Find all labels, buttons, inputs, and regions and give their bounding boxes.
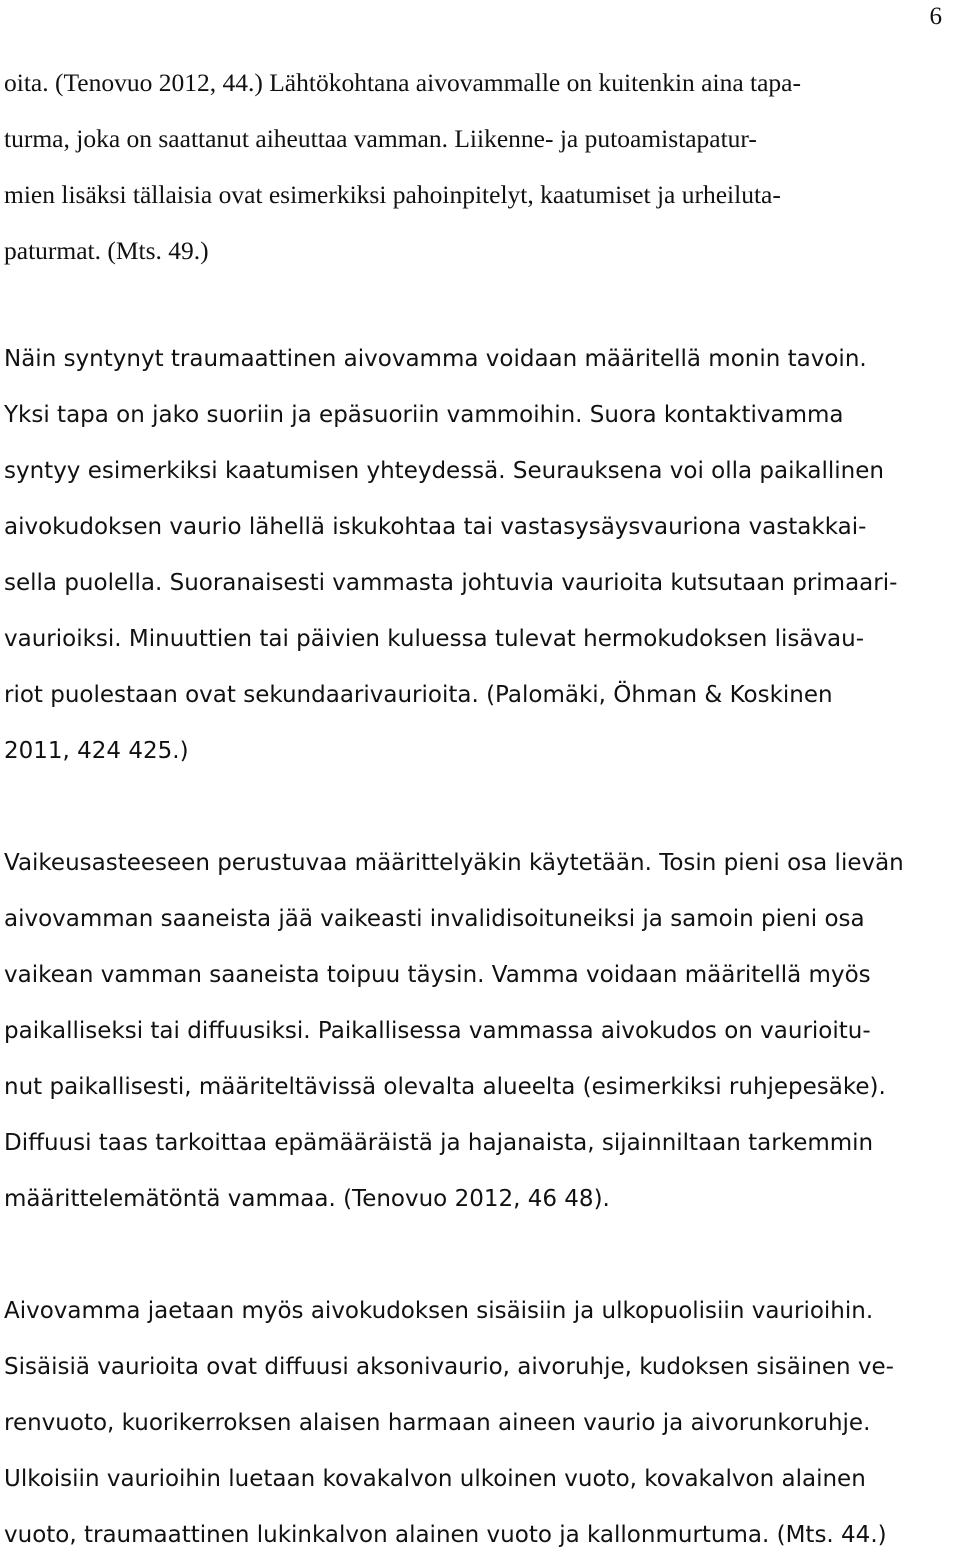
paragraph-4 [4,1283,954,1563]
text-line: aivovamman saaneista jää vaikeasti invalidisoituneiksi ja samoin pieni osa [4,906,865,932]
text-line: turma, joka on saattanut aiheuttaa vamman. Liikenne- ja putoamistapatur- [4,124,757,153]
text-line: 2011, 424 425.) [4,738,189,764]
text-line: vuoto, traumaattinen lukinkalvon alainen vuoto ja kallonmurtuma. (Mts. 44.) [4,1522,887,1548]
text-line: sella puolella. Suoranaisesti vammasta johtuvia vaurioita kutsutaan primaari- [4,570,898,596]
text-line: renvuoto, kuorikerroksen alaisen harmaan aineen vaurio ja aivorunkoruhje. [4,1410,871,1436]
text-line: oita. (Tenovuo 2012, 44.) Lähtökohtana aivovammalle on kuitenkin aina tapa- [4,68,801,97]
text-line: Yksi tapa on jako suoriin ja epäsuoriin vammoihin. Suora kontaktivamma [4,402,844,428]
text-line: mien lisäksi tällaisia ovat esimerkiksi pahoinpitelyt, kaatumiset ja urheiluta- [4,180,781,209]
page-number: 6 [929,3,942,30]
paragraph-3 [4,835,954,1227]
text-line: Vaikeusasteeseen perustuvaa määrittelyäkin käytetään. Tosin pieni osa lievän [4,850,904,876]
text-line: riot puolestaan ovat sekundaarivaurioita. (Palomäki, Öhman & Koskinen [4,682,833,708]
paragraph-2 [4,331,954,779]
text-line: aivokudoksen vaurio lähellä iskukohtaa tai vastasysäysvauriona vastakkai- [4,514,867,540]
paragraph-1 [4,55,954,279]
text-line: vaikean vamman saaneista toipuu täysin. Vamma voidaan määritellä myös [4,962,871,988]
text-line: Aivovamma jaetaan myös aivokudoksen sisäisiin ja ulkopuolisiin vaurioihin. [4,1298,874,1324]
text-line: Sisäisiä vaurioita ovat diffuusi aksonivaurio, aivoruhje, kudoksen sisäinen ve- [4,1354,894,1380]
text-line: syntyy esimerkiksi kaatumisen yhteydessä. Seurauksena voi olla paikallinen [4,458,884,484]
text-line: paikalliseksi tai diffuusiksi. Paikallisessa vammassa aivokudos on vaurioitu- [4,1018,871,1044]
text-line: määrittelemätöntä vammaa. (Tenovuo 2012, 46 48). [4,1186,610,1212]
text-line: Ulkoisiin vaurioihin luetaan kovakalvon ulkoinen vuoto, kovakalvon alainen [4,1466,866,1492]
text-line: vaurioiksi. Minuuttien tai päivien kuluessa tulevat hermokudoksen lisävau- [4,626,865,652]
text-line: Näin syntynyt traumaattinen aivovamma voidaan määritellä monin tavoin. [4,346,867,372]
text-line: nut paikallisesti, määriteltävissä olevalta alueelta (esimerkiksi ruhjepesäke). [4,1074,886,1100]
text-line: paturmat. (Mts. 49.) [4,236,209,265]
text-line: Diffuusi taas tarkoittaa epämääräistä ja hajanaista, sijainniltaan tarkemmin [4,1130,874,1156]
